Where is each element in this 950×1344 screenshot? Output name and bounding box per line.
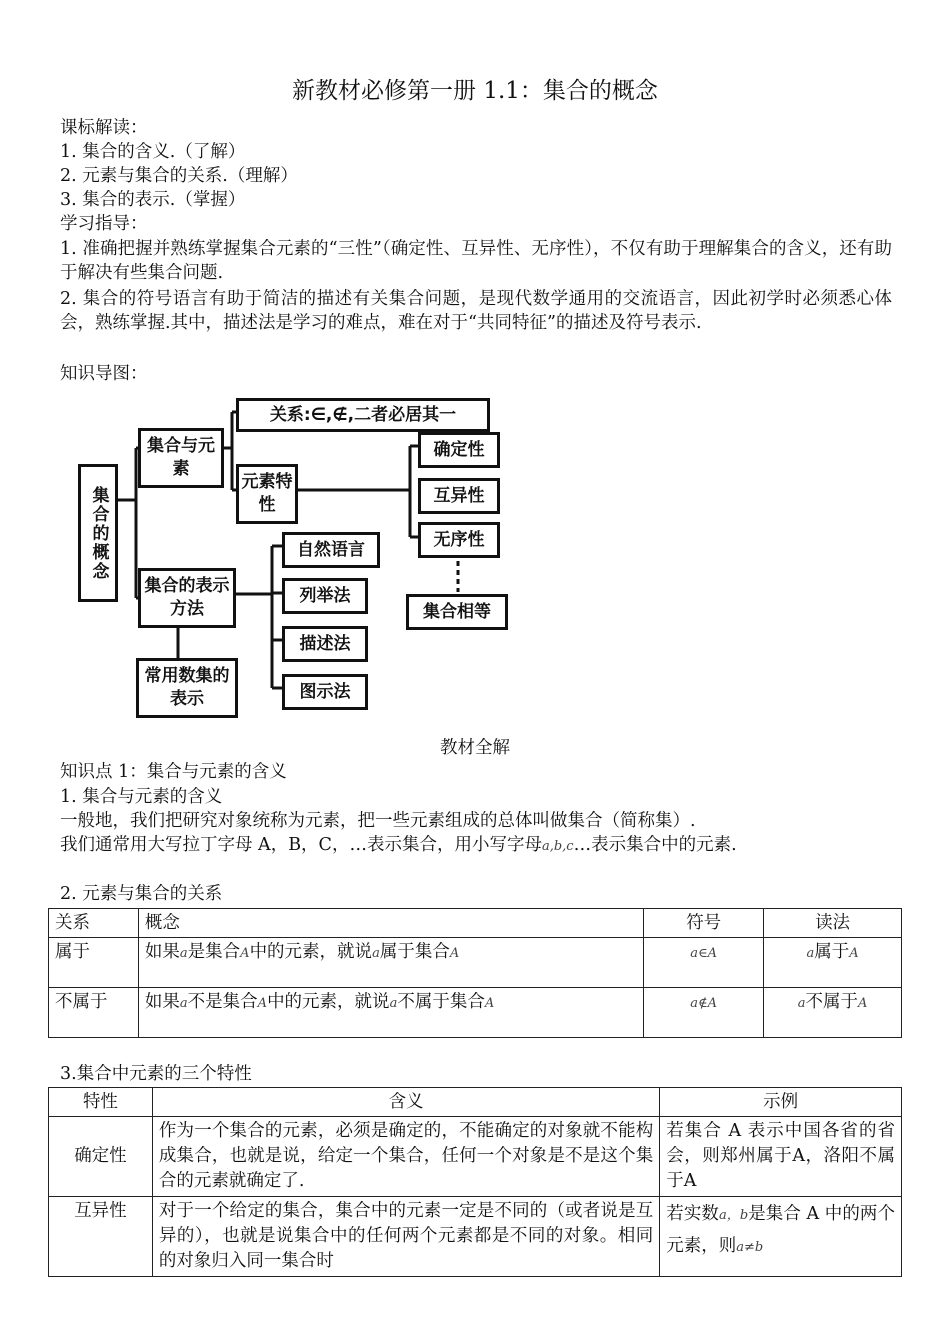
table-row: 属于 如果a是集合A中的元素，就说a属于集合A a∈A a属于A [49,938,902,988]
mindmap-node-determinacy: 确定性 [418,432,500,468]
mindmap-root: 集合的概念 [78,464,118,602]
mindmap-node-element-properties: 元素特性 [236,464,298,524]
kp1-heading: 知识点 1：集合与元素的含义 [60,762,287,782]
mindmap-node-set-equality: 集合相等 [406,594,508,630]
page-title: 新教材必修第一册 1.1：集合的概念 [292,78,658,104]
mindmap-node-unorderedness: 无序性 [418,522,500,558]
lowercase-symbols: a,b,c [541,839,574,854]
kp1-subheading: 1. 集合与元素的含义 [60,787,223,807]
section-title: 教材全解 [440,738,510,758]
mindmap-node-description: 描述法 [282,626,368,662]
kp1-paragraph-2: 我们通常用大写拉丁字母 A，B，C，…表示集合，用小写字母a,b,c…表示集合中的元素. [60,835,737,855]
guidance-paragraph-2: 2. 集合的符号语言有助于简洁的描述有关集合问题，是现代数学通用的交流语言，因此初学时必须悉心体会，熟练掌握.其中，描述法是学习的难点，难在对于“共同特征”的描述及符号表示. [60,289,892,333]
guidance-paragraph-1: 1. 准确把握并熟练掌握集合元素的“三性”（确定性、互异性、无序性），不仅有助于理解集合的含义，还有助于解决有些集合问题. [60,239,892,283]
guidance-heading: 学习指导： [60,214,148,234]
table-row: 确定性 作为一个集合的元素，必须是确定的，不能确定的对象就不能构成集合，也就是说，给定一个集合，任何一个对象是不是这个集合的元素就确定了. 若集合 A 表示中国各省的省会，则郑州属于A，洛阳不属于A [49,1117,902,1197]
table-row: 互异性 对于一个给定的集合，集合中的元素一定是不同的（或者说是互异的），也就是说集合中的任何两个元素都是不同的对象。相同的对象归入同一集合时 若实数a，b是集合 A 中的两个元素，则a≠b [49,1197,902,1277]
curriculum-heading: 课标解读： [60,118,148,138]
table-header: 含义 [152,1088,659,1117]
mindmap-node-diagram: 图示法 [282,674,368,710]
mindmap-node-natural-language: 自然语言 [282,532,380,568]
mindmap-node-common-sets: 常用数集的表示 [136,658,238,718]
mindmap-node-enumeration: 列举法 [282,578,368,614]
table-row: 不属于 如果a不是集合A中的元素，就说a不属于集合A a∉A a不属于A [49,988,902,1038]
mindmap-node-representation: 集合的表示方法 [138,568,236,628]
table-header: 特性 [49,1088,153,1117]
table-header: 符号 [644,909,764,938]
knowledge-mindmap [60,390,510,725]
curriculum-item: 2. 元素与集合的关系.（理解） [60,166,298,186]
element-relation-table [48,908,902,1038]
curriculum-item: 1. 集合的含义.（了解） [60,142,246,162]
mindmap-node-distinctness: 互异性 [418,478,500,514]
table-header: 示例 [660,1088,902,1117]
curriculum-item: 3. 集合的表示.（掌握） [60,190,246,210]
table-header: 概念 [138,909,643,938]
element-properties-table [48,1087,902,1277]
map-heading: 知识导图： [60,364,148,384]
mindmap-node-set-element: 集合与元素 [138,428,224,488]
kp1-subheading-3: 3.集合中元素的三个特性 [60,1064,252,1084]
table-header: 关系 [49,909,139,938]
table-header: 读法 [764,909,902,938]
mindmap-node-relation: 关系:∈,∉,二者必居其一 [236,398,490,432]
kp1-paragraph-1: 一般地，我们把研究对象统称为元素，把一些元素组成的总体叫做集合（简称集）. [60,811,696,831]
kp1-subheading-2: 2. 元素与集合的关系 [60,884,223,904]
